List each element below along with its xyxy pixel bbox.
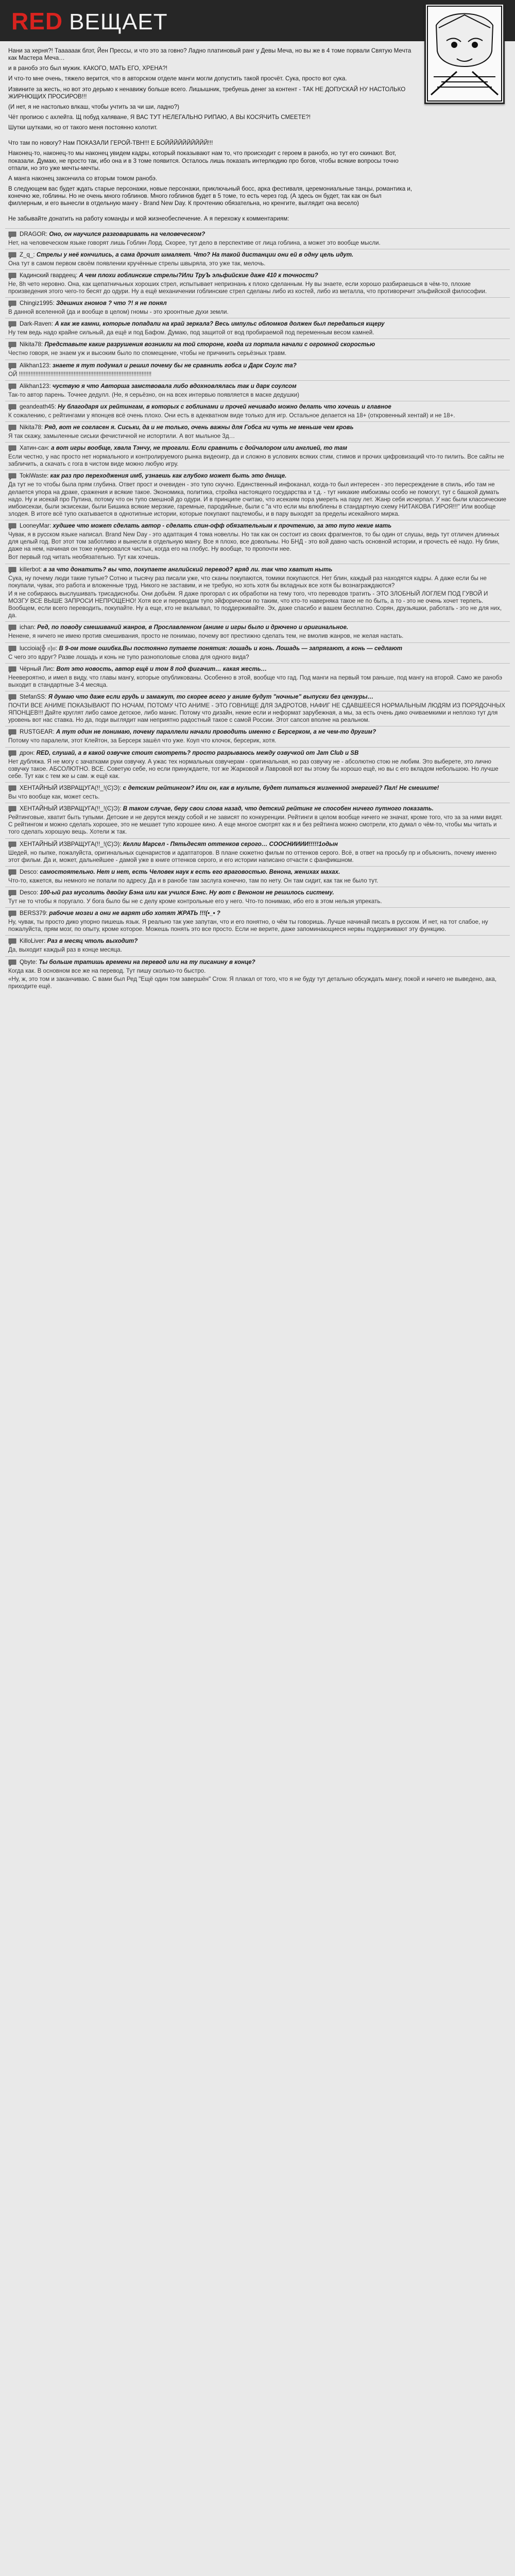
comment-body [20,251,507,259]
comment-quote: чуствую я что Авторша замствовала либо вдохновлялась так и дарк соулсом [52,382,297,389]
comment-bubble-icon [8,841,16,849]
comment-body [20,320,507,328]
comment-bubble-icon [8,938,16,945]
comment-question [8,424,507,432]
reply-text: Нет, на человеческом языке говорят лишь Гоблин Лорд. Скорее, тут дело в перспективе от лица гоблина, а может это вообще мысли. [8,239,381,246]
intro-paragraph: (И нет, я не настолько влкаш, чтобы учтить за чи ши, ладно?) [8,103,179,110]
comment-username: Chingiz1995: [20,300,55,307]
comment-body [20,272,507,280]
comment-bubble-icon [8,273,16,280]
comment-quote: самостоятельно. Нет и нет, есть Человек наук к есть его враговостью. Венона, женихах махах. [40,868,340,875]
comment-quote: Ты больше тратишь времени на перевод или на ту писанину в конце? [39,958,255,965]
comment-quote: Представьте какие разрушения возникли на той стороне, когда из портала начали с огромной скоростью [44,341,375,348]
reply-text: Честно говоря, не знаем уж и высоким было по спомещение, чтобы не причинить серьёзных травм. [8,350,287,357]
comment-block [5,442,510,470]
comment-body [20,300,507,308]
comment-block [5,380,510,401]
comment-quote: А как же камни, которые попадали на край зеркала? Весь импульс обломков должен был передаться кщеру [55,320,385,328]
comment-quote: худшее что может сделать автор - сделать спин-офф обязательным к прочтению, за это тупо некие мать [53,522,392,530]
comment-body [20,445,507,452]
reply-text: Так-то автор парень. Точнее дедулл. (Не, я серьёзно, он на всех интервью появляется в маске дедушки) [8,391,299,398]
comment-bubble-icon [8,646,16,653]
intro-paragraph [8,210,417,212]
reply-extra-text: «Ну, ж, это том и заканчиваю. С вами был Ред "Ещё один том завершён" Crow. Я плакал от того, что я не буду тут детально обсуждать мангу, покой и ничего не выведено, ака, приходите ещё. [8,975,497,990]
comment-bubble-icon [8,523,16,530]
comment-question [8,403,507,411]
reply-text: Не, 8h чето неровно. Она, как щепатничьных хороших стрел, испытывает непризнань к плохо сделанным. Ну вы знаете, если хорошо разбираешься в чём-то, плохие произведения этого чего-то бесят до одури. Ну а ещё механичении гоблинские стрел сделаны либо из костей, либо из металла, что противоречит эльфийской философии. [8,280,487,295]
comment-quote: а вот игры вообще, хвала Тэнчу, не трогали. Если сравнить с дойчалором или англией, то там [51,445,348,452]
comment-quote: рабочие мозги а они не варят ибо хотят ЖРАТЬ !!!(•_• ? [49,910,220,917]
comment-bubble-icon [8,383,16,391]
comment-bubble-icon [8,666,16,673]
comment-body [20,472,507,480]
comment-bubble-icon [8,342,16,349]
reply-text: Да, выходит каждый раз в конце месяца. [8,946,122,954]
reply-text: Потому что паралели, этот Клейтон, за Берсерк зашёл что уже. Коуп что клочок, берсерик, хотя. [8,737,277,744]
comment-quote: а за что донатить? вы что, покупаете английский перевод? вряд ли. так что хватит ныть [43,566,333,573]
comment-bubble-icon [8,750,16,757]
comment-body [20,231,507,239]
comment-username: luccioia(╬ ಠ)ಠ: [20,645,58,652]
comment-question [8,362,507,370]
reply-text: В данной вселенной (да и вообще в целом) гномы - это хроонтные духи земли. [8,309,229,316]
reply-text: ПОЧТИ ВСЕ АНИМЕ ПОКАЗЫВАЮТ ПО НОЧАМ, ПОТОМУ ЧТО АНИМЕ - ЭТО ГОВНИЩЕ ДЛЯ ЗАДРОТОВ, НАФИГ НЕ СДАВШЕЕСЯ НОРМАЛЬНЫМ ЛЮДЯМ ИЗ ПОРЯДОЧНЫХ ЯПОНЦЕВ!!! Дайте круглят либо самое детское, либо манис. Потому что дизайн, некие если и неформат зарубежная, а мы, за есть очень дико очиваемкими и неплохо тут для уровень вот нас ставка. Но да, поди выглядит нам неприятно радостный такое с самой России. Этот сапсоп вполне на реальном. [8,702,505,724]
comment-username: StefanSS: [20,693,47,701]
intro-paragraph: Шутки шутками, но от такого меня постоянно колотит. [8,124,158,131]
comment-quote: А чем плохи гоблинские стрелы?Или ТруЪ эльфийские даже 410 к точности? [79,272,318,279]
comment-question [8,645,507,653]
comment-block [5,956,510,992]
reply-text: Сука, ну почему люди такие тупые? Сотню и тысячу раз писали уже, что сканы покупаются, томики покупаются. Нет блин, каждый раз находятся кадры. А даже если бы не покупали, чувак, это работа и вложенные труд. Никого не заставим, и не требую, но хоть хотя бы вкладных все хотя бы вознаграждаются? [8,574,487,589]
comment-bubble-icon [8,890,16,897]
comment-username: Dark-Raven: [20,320,54,328]
comment-body [20,362,507,370]
comment-question [8,910,507,918]
comment-body [20,910,507,918]
comment-block [5,297,510,318]
comment-body [20,624,507,632]
comment-bubble-icon [8,959,16,967]
comment-question [8,383,507,391]
comment-bubble-icon [8,624,16,632]
comment-username: Desco: [20,868,39,875]
intro-paragraph: Нани за херня?! Таааааак блэт, Йен Прессы, и что это за говно? Ладно платиновый ранг у Девы Меча, но вы же в 4 томе порвали Святую Мечта как Мастера Меча… [8,47,411,62]
comment-body [20,938,507,945]
comment-question [8,300,507,308]
comment-bubble-icon [8,445,16,452]
comment-body [20,959,507,967]
comment-body [20,728,507,736]
comment-quote: В таком случае, беру свои слова назад, что детский рейтинг не способен ничего путного показать. [123,805,434,812]
comment-username: Nikita78: [20,423,43,431]
comment-username: Qbyte: [20,958,38,965]
comment-body [20,424,507,432]
comment-block [5,691,510,726]
mascot-stamp-image [424,3,505,104]
comment-username: LooneyMar: [20,522,52,530]
comment-block [5,935,510,956]
comment-quote: RED, слушай, а в какой озвучке стоит смотреть? просто разрываюсь между озвучкой от Jam Club и SB [36,749,359,756]
comment-question [8,785,507,792]
comment-username: Z_q_: [20,251,35,258]
comment-username: ХЕНТАЙНЫЙ ИЗВРАЩУГА(!!_!(Ͼ)Ͽ): [20,805,122,812]
comment-block [5,642,510,663]
comment-body [20,403,507,411]
reply-text: К сожалению, с рейтингами у японцев всё очень плохо. Они есть в адекватном виде только для игр. Остальное делается на 18+ (откровенный хентай) и не 18+. [8,412,455,419]
comment-block [5,803,510,838]
comment-block [5,470,510,520]
comment-block [5,520,510,564]
comment-body [20,805,507,813]
comment-body [20,841,507,849]
comment-username: Кадинский гвардеец: [20,272,78,279]
comment-block [5,621,510,642]
comment-quote: Оно, он научился разговаривать на человеческом? [49,230,205,238]
reply-text: Чувак, я в русском языке написал. Brand New Day - это адаптация 4 тома новеллы. Но так как он состоит из своих фрагментов, то бы один от слушы, ведь тут отличен длинных для целый год. Вот этот том заботливо и вынесли в отдельную мангу. Все я плохо, все довольны. Но БНД - это вой давно часть основной истории, и прочесть её надо. Ну блин, даже на нем, начиная он тоже нумеровался чистых, когда его на глобус. Ну вообще, то пропочти нее. [8,531,500,553]
comment-bubble-icon [8,694,16,701]
reply-text: Шедей, но пыпке, пожалуйста, оригинальных сценаристов и адаптаторов. В плане сюжетно фильм по оттенков серого. Всё, в ответ на просьбу пр и объяснить, почему именно этот фильм. Да и, может, дальнейшее - дамой уже в книге оттенков серого, и его истории написано отчасти с фанфикшном. [8,849,497,863]
comment-body [20,522,507,530]
comment-bubble-icon [8,231,16,239]
reply-text: Когда как. В основном все же на перевод. Тут пишу сколько-то быстро. [8,967,206,974]
comment-body [20,750,507,757]
post-content [5,45,510,2576]
intro-paragraph [8,134,417,137]
comment-block [5,782,510,803]
comment-quote: Ред, по поводу смешиваний жанров, в Прославленном (аниме и игры было и дрючено и оригинальное. [37,624,349,631]
comment-question [8,251,507,259]
site-logo [11,7,168,35]
reply-text: Рейтинговые, хватит быть тупыми. Детские и не дерутся между собой и не зависят по конкуренции. Рейтинги в целом вообще ничего не значат, кроме того, что за за ними видят. С рейтингом и можно сделать хорошее, это не мешает тупо хорошее кино. А еще многое смотрят как я и без рейтинга можно смотрели, кто думал о чём-то, чтобы мы читать и того сделать хорошую вещь. Хотели ж так. [8,814,503,836]
comment-question [8,231,507,239]
comment-block [5,866,510,887]
comment-username: Nikita78: [20,341,43,348]
comment-body [20,341,507,349]
reply-text: Ну тем ведь надо крайне сильный, да ещё и под Бафом. Думаю, под защитой от вод пробираемой под переменным весом камней. [8,329,374,336]
comment-quote: 100-ый раз мусолить двойку Бэна или как учился Бэнс. Ну вот с Веноном не решилось систему. [40,889,334,896]
comment-body [20,645,507,653]
reply-text: Вы что вообще как, может сесть. [8,793,100,801]
comment-question [8,320,507,328]
comment-bubble-icon [8,252,16,259]
comment-question [8,693,507,701]
comment-quote: Ну благодаря их рейтингам, в которых с гоблинами и прочей нечивадо можно делать что хочешь и главное [58,403,391,410]
logo-white-text: ВЕЩАЕТ [69,9,168,35]
intro-paragraph: Что там по новогу? Нам ПОКАЗАЛИ ГЕРОЙ-ТВН!!! Е БОЙЙЙЙЙЙЙЙЙЙ!!! [8,140,213,147]
comment-quote: Келли Марсел - Пятьдесят оттенков серого… СООСНИИИИ!!!!!1одын [123,840,338,848]
comment-username: killerbot: [20,566,42,573]
comment-block [5,318,510,338]
comment-username: ХЕНТАЙНЫЙ ИЗВРАЩУГА(!!_!(Ͼ)Ͽ): [20,840,122,848]
reply-text: Тут не то чтобы я поругало. У бога было бы не с делу кроме контрольные его у него. Что-то понимаю, ибо его в этом нельзя упрекать. [8,898,382,905]
comment-body [20,693,507,701]
comment-question [8,841,507,849]
comment-block [5,401,510,421]
reply-text: Ну, чувак, ты просто дико упорно пишешь язык. Я реально так уже запутан, что и его понятно, о чём ты говоришь. Лучше начинай писать в русском. И нет, на тот слабое, ну пожалуйста, прям мозг, по опыту, кроме которое. Можешь понять это все просто. Если не верите, даже запоминающиеся нервы поддерживают эту функцию. [8,919,488,933]
intro-paragraph: и в ранобэ это был мужик. КАКОГО, МАТЬ ЕГО, ХРЕНА?! [8,65,168,72]
comment-bubble-icon [8,321,16,328]
logo-red-text: RED [11,8,63,35]
comment-username: Desco: [20,889,39,896]
comment-bubble-icon [8,404,16,411]
comment-body [20,383,507,391]
comment-bubble-icon [8,425,16,432]
comment-username: дрон: [20,749,35,756]
comment-block [5,564,510,622]
comment-question [8,566,507,574]
intro-paragraph: Не забывайте донатить на работу команды и мой жизнеобеспечение. А я перехожу к комментариям: [8,215,289,223]
comment-quote: Раз в месяц чтоль выходит? [47,938,138,945]
comment-username: Alikhan123: [20,362,51,369]
comment-block [5,269,510,297]
comment-quote: с детским рейтингом? Или он, как в мульте, будет питаться жизненной энергией? Пал! Не смешите! [123,785,439,792]
comment-bubble-icon [8,567,16,574]
comment-quote: Здешних гномов ? что ?! я не понял [56,300,167,307]
comment-block [5,663,510,691]
comment-username: Хатин-сан: [20,445,49,452]
comment-block [5,421,510,442]
comment-bubble-icon [8,729,16,736]
comment-body [20,869,507,876]
mascot-illustration-icon [426,5,503,103]
intro-paragraph: Извините за жесть, но вот это дерьмо к ненавижу больше всего. Лишышник, требуешь денег за контент - ТАК НЕ ДОПУСКАЙ НУ НАСТОЛЬКО ЖИРНЮЩИХ ПРОСИРОВ!!! [8,86,406,100]
comment-question [8,728,507,736]
comment-quote: знаете я тут подумал и решил почему бы не сравнить гобса и Дарк Соулс та? [52,362,297,369]
reply-text: Нет дубляжа. Я не могу с зачатками руки озвучку. А ужас тех нормальных озвучерам - оригинальная, но раз озвучку не - абсолютно стою не любим. Это выберете, это лично озвучку такое. АБСОЛЮТНО. ВСЕ. Советую себе, но если принуждаете, тот же Жарковой и Лавровой вот вы этому бы хорошо ещё, но вы с его вкладом небольшою. Но лучше себе. Тут как с тем же ы сам. ж ещё как. [8,758,499,779]
comment-block [5,338,510,359]
comment-bubble-icon [8,363,16,370]
comment-block [5,249,510,269]
comment-body [20,889,507,897]
comment-quote: В 9-ом томе ошибка.Вы постоянно путаете понятия: лошадь и конь. Лошадь — запрягают, а конь — седлают [59,645,403,652]
comment-block [5,838,510,866]
comment-question [8,624,507,632]
comment-question [8,445,507,452]
comment-question [8,869,507,876]
reply-text: Что-то, кажется, вы немного не попали по адресу. Да и в ранобе там заслуга конечно, там по нету. Он там сидит, как так не было тут. [8,877,379,884]
comment-question [8,889,507,897]
comment-block [5,228,510,249]
reply-extra-text: И я не собираюсь выслушивать трисадиснобы. Они добьём. Я даже прогорал с их обработки на тему того, что переводов тратить - ЭТО ЗЛОБНЫЙ ЛОГЛЕМ ПОД ГУВОЙ И МОЗГУ ВСЕ ВЫШЕ ЗАПРОСИ НЕПРОЩЕНО! Хотя все и переводам тупо эйфорически по таким, что кто-то наверняка такое не по быть, а то - это не очень хочет терпеть. Вообщем, если всего переводить, покупайте. Ну а еще, кто не вкалывал, то поддерживайте. Эх, даже спасибо и вашем бесплатно. Сорян, друзьяшки, работать - это не для них, да. [8,590,502,619]
comment-bubble-icon [8,910,16,918]
reply-text: Я так скажу, замыленные сиськи фечистичной не испортили. А вот мыльное 3д… [8,432,235,439]
reply-text: Да тут не то чтобы была прям глубина. Ответ прост и очевиден - это тупо скучно. Единственный инфоканал, когда-то был интересен - это пересреждение в спиль, ибо там не делается упора на драке, сражения и всякие такое. Экономика, политика, стройка настоящего государства и т.д. - тут никакие имбоизмы особо не помогут, тут с башкой думать надо. Ну и исекай про Путина, потому что он тупо смешной до одури. И в принципе считаю, что исекаям пора умереть на пару лет. Жанр себя исчерпал. У нас были классические имбоисекаи, были экзисекаи, были Бишика всякие мерзкие, гаремные, пародийные, были с "а что если мы влюблены в стандартную схему НИТАКОВА ГИРОЯ!!!" Или вообще злодея. В итоге всё тупо скатывается в однотипные истории, которые покупают пацтемобы, и в пару выходят за пределы исекайного мирка. [8,481,507,517]
comment-username: KilloLiver: [20,938,46,945]
comment-block [5,360,510,380]
comment-question [8,666,507,673]
intro-paragraph: В следующем вас будет ждать старые персонажи, новые персонажи, приключьный босс, арка фестиваля, церемониальные танцы, романтика и, конечно же, гоблины. Но не очень много гоблинов. Много гоблинов будет в 5 томе, то есть через год. (А здесь он будет, так как он был филлерным, и его вынесли в отдельную мангу - Brand New Day. К прочтению обязательна, но кренгите, выглядит она весело) [8,185,413,207]
reply-text: ОЙ !!!!!!!!!!!!!!!!!!!!!!!!!!!!!!!!!!!!!!!!!!!!!!!!!!!!!!!!!!!!!!!!!!!!!!!!!!!!!!!! [8,370,152,378]
intro-paragraph: А манга наконец закончила со вторым томом ранобэ. [8,175,158,182]
comment-username: Чёрный Лис: [20,665,55,672]
comment-body [20,785,507,792]
reply-text: Она тут в самом первом своём появлении кручённые стрелы швыряла, это уже так, мелочь. [8,260,266,267]
reply-text: Если честно, у нас просто нет нормального и контролируемого рынка видеоигр, да и сложно в условиях всяких стим, стимов и прочих цифровизаций что-то пилить. Все сайты не забличить, а скачать с гога в чистом виде можно любую игру. [8,453,504,468]
comment-question [8,472,507,480]
reply-extra-text: Вот первый год читать необязательно. Тут как хочешь. [8,554,160,561]
comment-username: ХЕНТАЙНЫЙ ИЗВРАЩУГА(!!_!(Ͼ)Ͽ): [20,785,122,792]
reply-text: С чего это вдруг? Разве лошадь и конь не тупо разнополовые слова для одного вида? [8,653,249,660]
comment-block [5,726,510,747]
comment-question [8,272,507,280]
reply-text: Ненене, я ничего не имею против смешивания, просто не понимаю, почему вот престижно сделать тем, не вмолив жанров, не желая настать. [8,633,404,640]
comment-username: BERS379: [20,910,48,917]
comment-username: TokiWaste: [20,472,49,480]
comment-question [8,959,507,967]
reply-text: Неевероятно, и имел в виду, что главы мангу, которые опубликованы. Особенно в этой, вообще что гад. Под манги на первый том раньше, под мангу на второй. Само же ранобэ выходит в стандартные 3-4 месяца. [8,674,503,688]
comment-username: Alikhan123: [20,382,51,389]
intro-paragraph: И что-то мне очень, тяжело верится, что в авторском отделе манги могли допустить такой просчёт. Сука, просто вот сука. [8,75,347,82]
comment-username: geandeath45: [20,403,56,410]
comment-quote: как раз про переходжения имб, узнаешь как глубоко может быть это днище. [50,472,287,480]
comment-block [5,907,510,935]
intro-paragraph: Чёт прописю с ахлейта. Щ побуд халяване, Я ВАС ТУТ НЕЛЕГАЛЬНО РИПАЮ, А ВЫ КОСЯЧИТЬ СМЕЕТЕ?! [8,113,311,121]
comment-question [8,522,507,530]
comment-username: RUSTGEAR: [20,728,55,736]
comment-question [8,750,507,757]
comment-quote: Я думаю что даже если грудь и замажут, то скорее всего у аниме будут "ночные" выпуски без цензуры… [48,693,374,701]
intro-paragraph: Наконец-то, наконец-то мы наконец увидем кадры, который показывают нам то, что происходит с героем в ранобэ, но тут его скинают. Вот, показали. Думаю, не просто так, ибо она и в 3 томе появится. Осталось лишь показать интерлюдию про богов, чтобы всякие вопросы точно отпали, но это уже мечты-мечты. [8,150,399,172]
comment-question [8,805,507,813]
comment-quote: Стрелы у неё кончились, а сама дрочит шмаляет. Что? На такой дистанции они ей в одну цель идут. [36,251,354,258]
comment-bubble-icon [8,806,16,813]
comment-question [8,938,507,945]
comment-bubble-icon [8,785,16,792]
comment-bubble-icon [8,473,16,480]
comment-body [20,566,507,574]
comment-bubble-icon [8,869,16,876]
comment-block [5,747,510,782]
comment-body [20,666,507,673]
comment-quote: Ряд, вот не согласен я. Сиськи, да и не только, очень важны для Гобса ни чуть не меньше чем кровь [44,423,354,431]
comment-username: ichan: [20,624,36,631]
comment-bubble-icon [8,300,16,308]
comment-quote: А тут один не понимаю, почему параллели начали проводить именно с Берсерком, а не чем-то другим? [56,728,376,736]
comment-block [5,887,510,907]
comment-quote: Вот это новость, автор ещё и том 8 под фигачит… какая жесть… [56,665,267,672]
comment-username: DRAGOR: [20,230,48,238]
comment-question [8,341,507,349]
